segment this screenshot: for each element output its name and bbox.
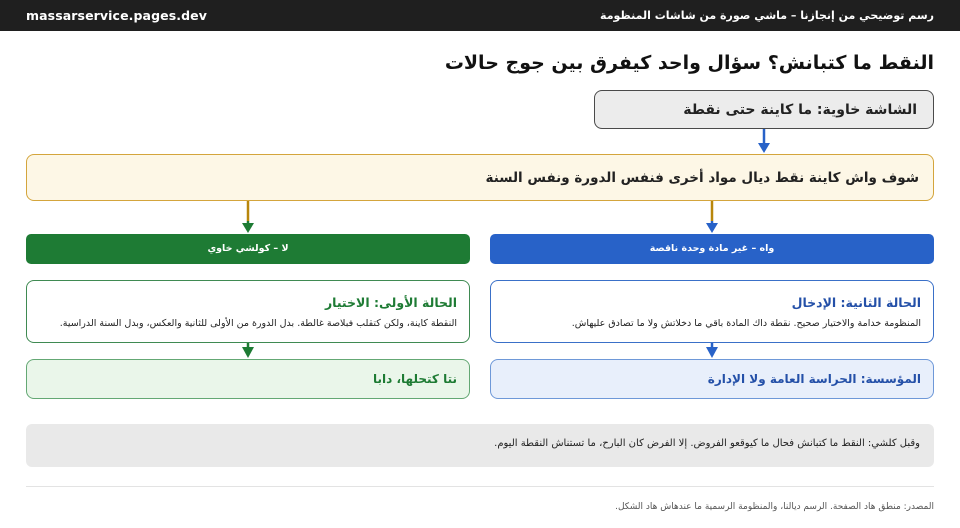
top-bar — [0, 0, 960, 31]
arrow-check-to-yes — [705, 201, 719, 234]
illustration-disclaimer: رسم توضيحي من إنجازنا – ماشي صورة من شاشات المنظومة — [600, 9, 934, 22]
arrow-check-to-no — [241, 201, 255, 234]
case-two-entry — [490, 280, 934, 343]
summary-note: وقبل كلشي: النقط ما كتبانش فحال ما كيوقعو الفروض. إلا الفرض كان البارح، ما تستناش النقطة اليوم. — [26, 424, 934, 467]
case-one-title: الحالة الأولى: الاختيار — [324, 295, 457, 310]
source-note: المصدر: منطق هاد الصفحة. الرسم ديالنا، والمنظومة الرسمية ما عندهاش هاد الشكل. — [615, 502, 934, 512]
arrow-start-to-check — [757, 129, 771, 154]
case-two-title: الحالة الثانية: الإدخال — [791, 295, 921, 310]
page-title: النقط ما كتبانش؟ سؤال واحد كيفرق بين جوج حالات — [444, 52, 934, 74]
arrow-case-one-to-outcome — [241, 343, 255, 359]
check-node-other-subjects: شوف واش كاينة نقط ديال مواد أخرى فنفس الدورة ونفس السنة — [26, 154, 934, 201]
site-domain[interactable]: massarservice.pages.dev — [26, 8, 207, 23]
case-one-selection — [26, 280, 470, 343]
arrow-case-two-to-outcome — [705, 343, 719, 359]
branch-yes-one-missing: واه – غير مادة وحدة ناقصة — [490, 234, 934, 264]
case-two-description: المنظومة خدامة والاختيار صحيح. نقطة داك المادة باقي ما دخلاتش ولا ما تصادق عليهاش. — [571, 318, 921, 329]
footer-divider — [26, 486, 934, 487]
outcome-school-administration: المؤسسة: الحراسة العامة ولا الإدارة — [490, 359, 934, 399]
case-one-description: النقطة كاينة، ولكن كتقلب فبلاصة غالطة. بدل الدورة من الأولى للثانية والعكس، وبدل السنة الدراسية. — [59, 318, 457, 329]
start-node-empty-screen: الشاشة خاوية: ما كاينة حتى نقطة — [594, 90, 934, 129]
branch-no-all-empty: لا – كولشي خاوي — [26, 234, 470, 264]
outcome-you-fix-it: نتا كتحلها، دابا — [26, 359, 470, 399]
